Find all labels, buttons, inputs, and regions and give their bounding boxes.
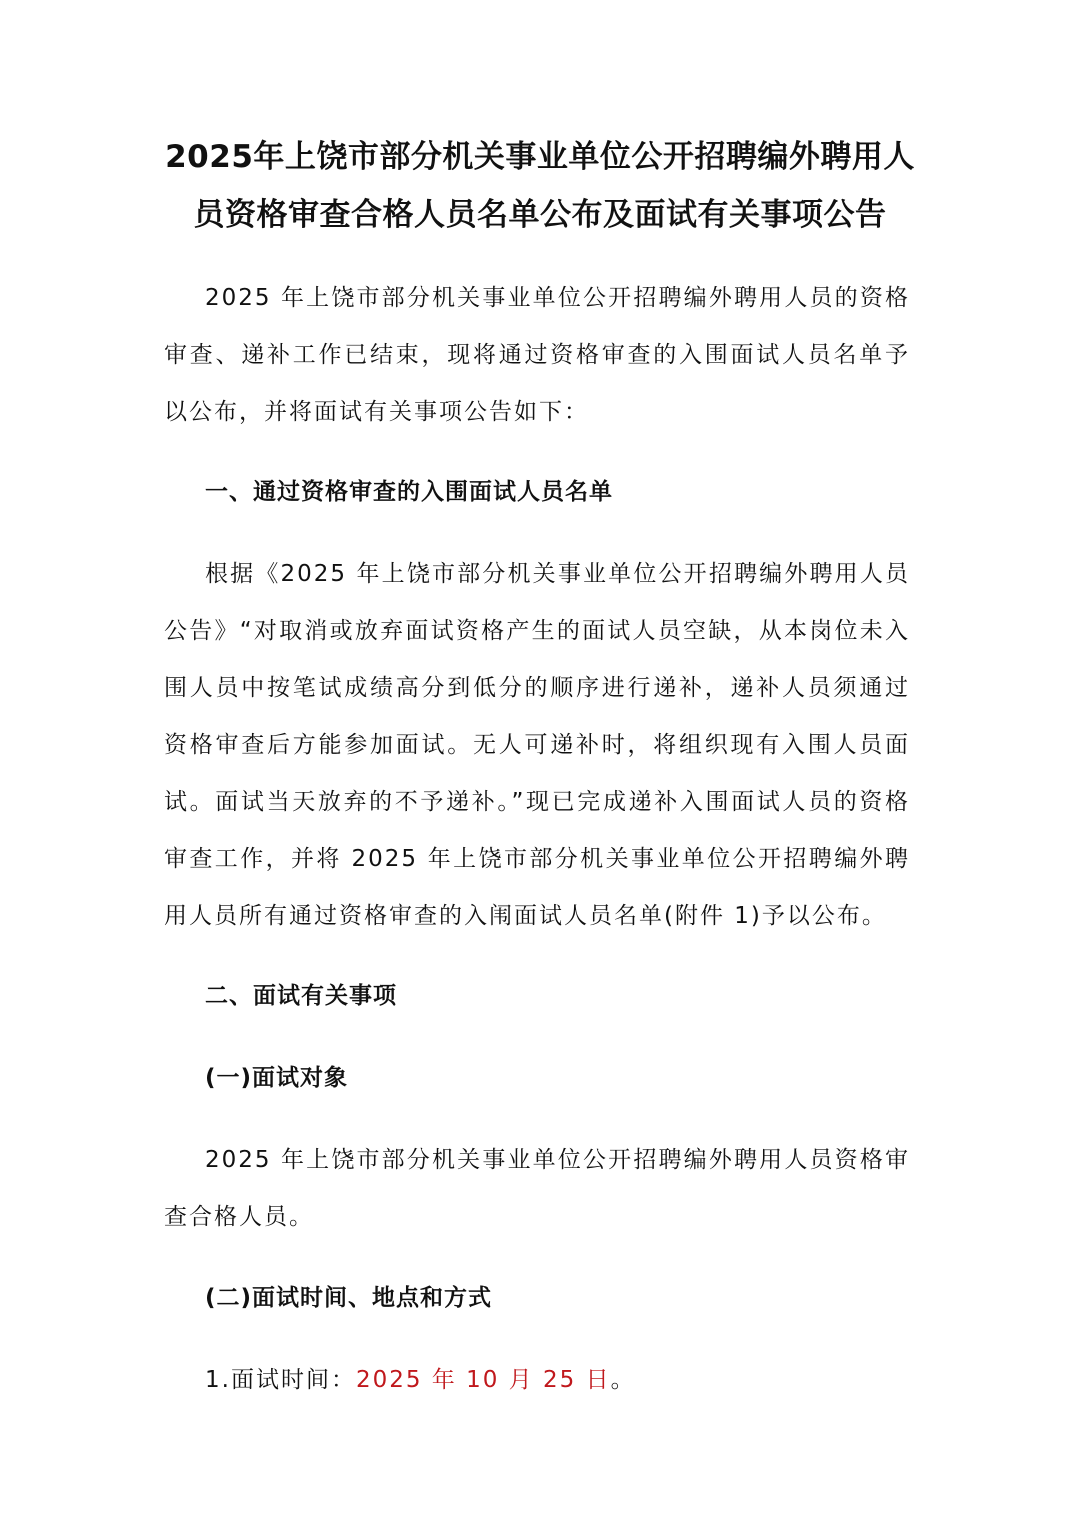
subsection-2-heading: (二)面试时间、地点和方式 (205, 1285, 493, 1311)
section-1-body: 根据《2025 年上饶市部分机关事业单位公开招聘编外聘用人员公告》“对取消或放弃面试资格产生的面试人员空缺，从本岗位未入围人员中按笔试成绩高分到低分的顺序进行递补，递补人员须通过资格审查后方能参加面试。无人可递补时，将组织现有入围人员面试。面试当天放弃的不予递补。”现已完成递补入围面试人员的资格审查工作，并将 2025 年上饶市部分机关事业单位公开招聘编外聘用人员所有通过资格审查的入闱面试人员名单(附件 1)予以公布。 (164, 561, 910, 929)
intro-paragraph: 2025 年上饶市部分机关事业单位公开招聘编外聘用人员的资格审查、递补工作已结束，现将通过资格审查的入围面试人员名单予以公布，并将面试有关事项公告如下： (164, 285, 910, 425)
section-2-heading: 二、面试有关事项 (205, 983, 397, 1009)
interview-time-line (164, 1352, 910, 1409)
title-line-2: 员资格审查合格人员名单公布及面试有关事项公告 (193, 197, 887, 233)
interview-date: 2025 年 10 月 25 日 (355, 1367, 611, 1393)
document-title (150, 128, 930, 244)
interview-time-end: 。 (610, 1367, 636, 1393)
subsection-1-heading: (一)面试对象 (205, 1065, 349, 1091)
section-1-heading: 一、通过资格审查的入围面试人员名单 (205, 479, 613, 505)
subsection-1-body: 2025 年上饶市部分机关事业单位公开招聘编外聘用人员资格审查合格人员。 (164, 1147, 910, 1230)
title-line-1: 2025年上饶市部分机关事业单位公开招聘编外聘用人 (165, 139, 915, 175)
interview-time-label: 1.面试时间： (205, 1367, 356, 1393)
